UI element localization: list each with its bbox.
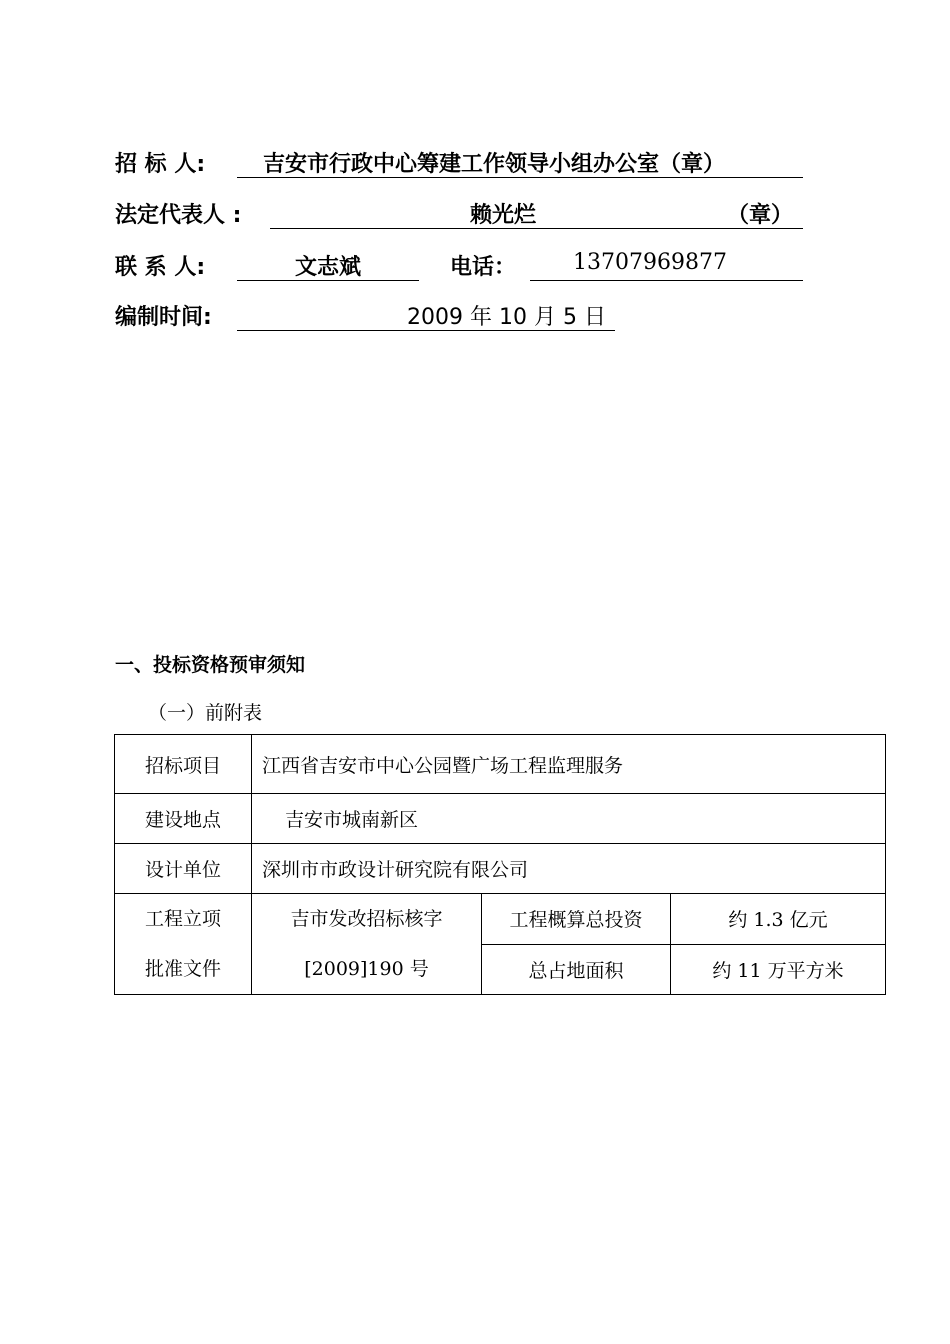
table-row	[115, 844, 886, 894]
contact-underline	[237, 280, 419, 281]
table-row	[115, 735, 886, 794]
contact-label: 联 系 人:	[115, 255, 206, 280]
designer-value: 深圳市市政设计研究院有限公司	[252, 844, 886, 894]
tenderer-label: 招 标 人:	[115, 152, 206, 177]
contact-value: 文志斌	[295, 255, 362, 280]
approval-label-1: 工程立项	[144, 908, 221, 930]
designer-label: 设计单位	[115, 844, 252, 894]
table-row	[115, 894, 886, 945]
compiled-label: 编制时间:	[115, 305, 212, 330]
location-label: 建设地点	[115, 794, 252, 844]
legal-rep-underline	[270, 228, 803, 229]
invest-label: 工程概算总投资	[482, 894, 671, 945]
area-value: 约 11 万平方米	[671, 944, 886, 995]
project-value: 江西省吉安市中心公园暨广场工程监理服务	[252, 735, 886, 794]
approval-value-2: [2009]190 号	[304, 958, 429, 980]
table-row	[115, 794, 886, 844]
tenderer-underline	[237, 177, 803, 178]
legal-rep-seal: （章）	[727, 203, 794, 228]
approval-value-cell	[252, 894, 482, 995]
approval-label-2: 批准文件	[144, 958, 221, 980]
project-label: 招标项目	[115, 735, 252, 794]
tenderer-value: 吉安市行政中心筹建工作领导小组办公室（章）	[263, 152, 726, 177]
phone-value: 13707969877	[573, 250, 727, 275]
location-value: 吉安市城南新区	[252, 794, 886, 844]
legal-rep-value: 赖光烂	[470, 203, 537, 228]
section-title: 一、投标资格预审须知	[115, 654, 306, 676]
area-label: 总占地面积	[482, 944, 671, 995]
subsection-title: （一）前附表	[148, 702, 263, 724]
approval-value-1: 吉市发改招标核字	[290, 908, 443, 930]
compiled-value: 2009 年 10 月 5 日	[407, 305, 606, 330]
compiled-underline	[237, 330, 615, 331]
pre-attached-table	[114, 734, 886, 995]
invest-value: 约 1.3 亿元	[671, 894, 886, 945]
approval-label-cell	[115, 894, 252, 995]
phone-label: 电话：	[450, 255, 517, 280]
phone-underline	[530, 280, 803, 281]
legal-rep-label: 法定代表人 :	[115, 203, 242, 228]
